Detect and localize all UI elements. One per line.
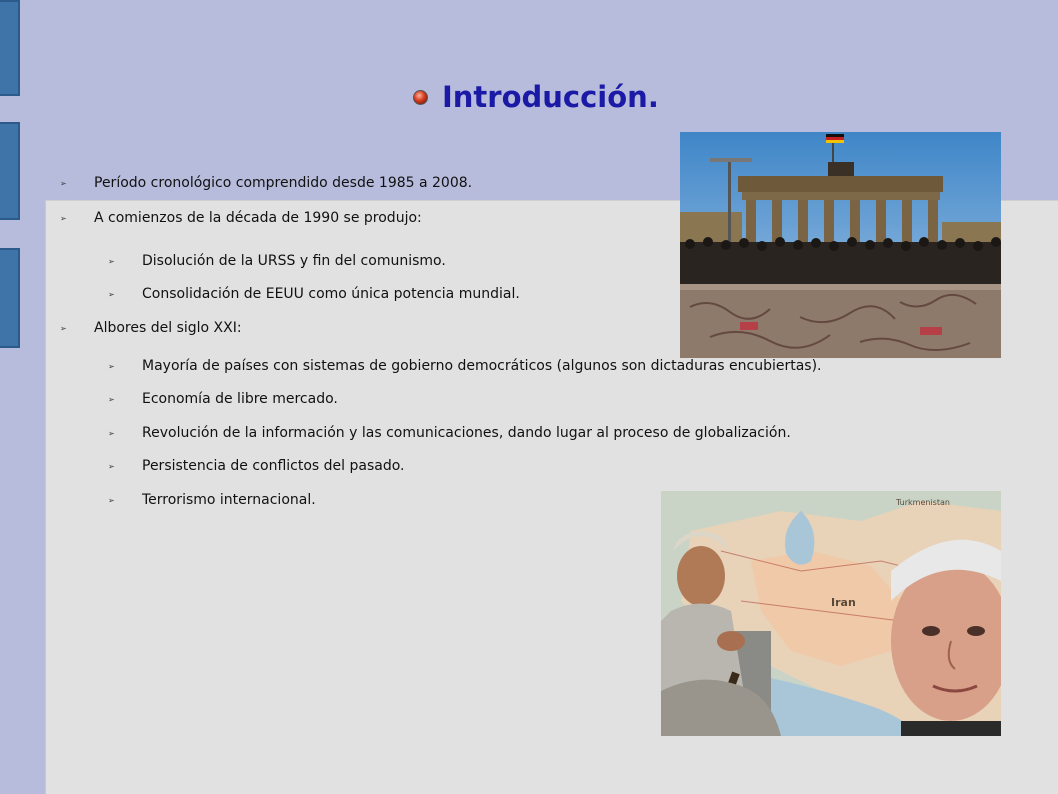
- sub-bullet-item: [108, 425, 791, 441]
- decorative-bar-3: [0, 248, 20, 348]
- arrow-bullet-icon: ➢: [108, 461, 115, 471]
- bullet-item: [60, 175, 472, 191]
- arrow-bullet-icon: ➢: [108, 361, 115, 371]
- title-bullet-icon: [413, 90, 428, 105]
- iran-map-collage-photo: [661, 491, 1001, 736]
- bullet-item: [60, 210, 422, 226]
- bullet-item: [60, 320, 242, 336]
- bullet-text: Consolidación de EEUU como única potencia mundial.: [142, 286, 520, 302]
- bullet-text: Período cronológico comprendido desde 1985 a 2008.: [94, 175, 473, 191]
- arrow-bullet-icon: ➢: [108, 256, 115, 266]
- bullet-text: A comienzos de la década de 1990 se produjo:: [94, 210, 422, 226]
- arrow-bullet-icon: ➢: [60, 213, 67, 223]
- bullet-text: Disolución de la URSS y fin del comunismo.: [142, 253, 446, 269]
- bullet-text: Albores del siglo XXI:: [94, 320, 242, 336]
- brandenburg-gate-photo: [680, 132, 1001, 358]
- bullet-text: Terrorismo internacional.: [142, 492, 316, 508]
- title-text: Introducción.: [442, 80, 659, 114]
- arrow-bullet-icon: ➢: [108, 289, 115, 299]
- bullet-text: Revolución de la información y las comunicaciones, dando lugar al proceso de globalización.: [142, 425, 791, 441]
- sub-bullet-item: [108, 458, 405, 474]
- sub-bullet-item: [108, 253, 446, 269]
- sub-bullet-item: [108, 492, 316, 508]
- decorative-bar-2: [0, 122, 20, 220]
- arrow-bullet-icon: ➢: [60, 323, 67, 333]
- slide-title: [413, 80, 659, 114]
- map-label-iran: Iran: [831, 596, 856, 609]
- decorative-bar-1: [0, 0, 20, 96]
- map-label-turkmenistan: Turkmenistan: [896, 498, 950, 507]
- arrow-bullet-icon: ➢: [60, 178, 67, 188]
- sub-bullet-item: [108, 391, 338, 407]
- arrow-bullet-icon: ➢: [108, 495, 115, 505]
- arrow-bullet-icon: ➢: [108, 394, 115, 404]
- arrow-bullet-icon: ➢: [108, 428, 115, 438]
- bullet-text: Persistencia de conflictos del pasado.: [142, 458, 405, 474]
- sub-bullet-item: [108, 286, 520, 302]
- sub-bullet-item: [108, 358, 822, 374]
- bullet-text: Mayoría de países con sistemas de gobierno democráticos (algunos son dictaduras encubiertas).: [142, 358, 822, 374]
- bullet-text: Economía de libre mercado.: [142, 391, 338, 407]
